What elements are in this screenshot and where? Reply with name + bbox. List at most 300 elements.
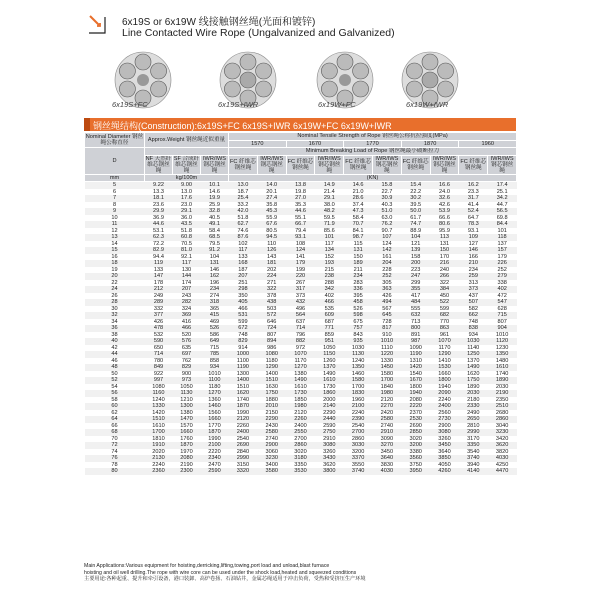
- table-cell: 104: [401, 234, 430, 241]
- table-cell: 472: [488, 293, 517, 300]
- table-cell: 807: [488, 319, 517, 326]
- table-cell: 522: [430, 299, 459, 306]
- table-cell: 2290: [315, 410, 344, 417]
- table-cell: 466: [229, 306, 258, 313]
- table-cell: 166: [459, 254, 488, 261]
- table-row: [85, 182, 517, 189]
- table-cell: 3620: [315, 462, 344, 469]
- table-cell: 3260: [315, 449, 344, 456]
- table-cell: 3940: [459, 462, 488, 469]
- table-cell: 338: [488, 280, 517, 287]
- table-cell: 384: [430, 286, 459, 293]
- table-cell: 50.0: [401, 208, 430, 215]
- diameter-cell: 62: [85, 410, 145, 417]
- table-cell: 1700: [373, 377, 402, 384]
- table-cell: 118: [488, 234, 517, 241]
- table-cell: 3060: [257, 449, 286, 456]
- table-cell: 162: [201, 273, 229, 280]
- table-cell: 19.9: [201, 195, 229, 202]
- table-cell: 19.8: [286, 189, 315, 196]
- table-cell: 757: [344, 325, 373, 332]
- table-cell: 1370: [459, 358, 488, 365]
- table-cell: 1240: [344, 358, 373, 365]
- table-cell: 3200: [401, 442, 430, 449]
- diameter-cell: 40: [85, 338, 145, 345]
- table-cell: 4250: [488, 462, 517, 469]
- table-cell: 318: [201, 299, 229, 306]
- table-cell: 15.8: [373, 182, 402, 189]
- table-cell: 58.4: [201, 228, 229, 235]
- table-cell: 415: [201, 312, 229, 319]
- diameter-cell: 74: [85, 449, 145, 456]
- table-cell: 252: [373, 273, 402, 280]
- table-cell: 1330: [145, 403, 173, 410]
- table-cell: 2690: [229, 442, 258, 449]
- table-cell: 402: [315, 293, 344, 300]
- title-english: Line Contacted Wire Rope (Ungalvanized and Galvanized): [122, 27, 395, 39]
- table-cell: 1610: [145, 423, 173, 430]
- table-cell: 51.8: [229, 215, 258, 222]
- table-cell: 210: [459, 260, 488, 267]
- table-cell: 1380: [286, 371, 315, 378]
- table-cell: 69.8: [488, 215, 517, 222]
- table-cell: 1940: [430, 384, 459, 391]
- table-cell: 113: [430, 234, 459, 241]
- table-cell: 20.1: [257, 189, 286, 196]
- table-cell: 2420: [373, 410, 402, 417]
- table-cell: 2470: [201, 462, 229, 469]
- table-cell: 567: [373, 306, 402, 313]
- table-cell: 3950: [401, 468, 430, 475]
- table-cell: 30.9: [373, 195, 402, 202]
- table-cell: 987: [401, 338, 430, 345]
- table-cell: 526: [344, 306, 373, 313]
- table-cell: 1890: [459, 384, 488, 391]
- table-cell: 133: [229, 254, 258, 261]
- table-cell: 1410: [430, 358, 459, 365]
- table-cell: 71.9: [315, 221, 344, 228]
- table-cell: 609: [315, 312, 344, 319]
- table-cell: 49.1: [201, 221, 229, 228]
- table-cell: 42.6: [430, 202, 459, 209]
- table-cell: 282: [173, 299, 201, 306]
- table-cell: 466: [173, 325, 201, 332]
- table-cell: 934: [459, 332, 488, 339]
- table-cell: 547: [488, 299, 517, 306]
- table-cell: 1630: [257, 384, 286, 391]
- table-cell: 52.4: [459, 208, 488, 215]
- table-cell: 35.3: [286, 202, 315, 209]
- rope-label: 6x19W+FC: [318, 100, 356, 109]
- table-cell: 1860: [315, 390, 344, 397]
- table-cell: 1230: [488, 345, 517, 352]
- title-chinese: 6x19S or 6x19W 线接触钢丝绳(光面和镀锌): [122, 17, 316, 28]
- table-cell: 2130: [145, 455, 173, 462]
- diameter-cell: 64: [85, 416, 145, 423]
- table-cell: 126: [257, 247, 286, 254]
- table-cell: 251: [229, 280, 258, 287]
- diameter-cell: 16: [85, 254, 145, 261]
- table-cell: 894: [257, 338, 286, 345]
- table-cell: 3560: [401, 455, 430, 462]
- table-cell: 496: [286, 306, 315, 313]
- table-cell: 24.0: [430, 189, 459, 196]
- table-cell: 93.1: [459, 228, 488, 235]
- table-cell: 2140: [315, 403, 344, 410]
- table-cell: 1990: [229, 410, 258, 417]
- table-cell: 40.5: [201, 215, 229, 222]
- table-cell: 714: [145, 351, 173, 358]
- table-cell: 44.6: [286, 208, 315, 215]
- table-cell: 1050: [173, 384, 201, 391]
- table-cell: 3820: [488, 449, 517, 456]
- table-cell: 4140: [459, 468, 488, 475]
- table-cell: 728: [373, 319, 402, 326]
- table-cell: 838: [459, 325, 488, 332]
- table-cell: 147: [145, 273, 173, 280]
- table-cell: 849: [145, 364, 173, 371]
- table-cell: 2860: [344, 436, 373, 443]
- table-cell: 1270: [201, 390, 229, 397]
- table-cell: 3320: [229, 468, 258, 475]
- load-col-header: IWR/IWS 钢芯钢丝绳: [315, 155, 344, 174]
- diameter-cell: 76: [85, 455, 145, 462]
- approx-weight-header: Approx.Weight 钢丝绳近似重量: [145, 133, 229, 148]
- table-cell: 2440: [315, 416, 344, 423]
- table-cell: 2120: [373, 397, 402, 404]
- diameter-cell: 14: [85, 241, 145, 248]
- table-cell: 590: [145, 338, 173, 345]
- table-cell: 53.1: [145, 228, 173, 235]
- diameter-cell: 46: [85, 358, 145, 365]
- table-cell: 79.5: [201, 241, 229, 248]
- diameter-cell: 38: [85, 332, 145, 339]
- table-cell: 2100: [344, 403, 373, 410]
- weight-col-header: NF 天然纤维芯钢丝绳: [145, 155, 172, 174]
- table-cell: 484: [401, 299, 430, 306]
- table-cell: 1660: [173, 429, 201, 436]
- table-cell: 531: [229, 312, 258, 319]
- table-cell: 1620: [459, 371, 488, 378]
- table-cell: 951: [315, 338, 344, 345]
- diameter-cell: 44: [85, 351, 145, 358]
- diameter-cell: 15: [85, 247, 145, 254]
- table-cell: 2220: [401, 403, 430, 410]
- table-cell: 1030: [459, 338, 488, 345]
- table-cell: 249: [145, 293, 173, 300]
- table-cell: 25.4: [229, 195, 258, 202]
- table-cell: 224: [257, 273, 286, 280]
- table-cell: 3350: [459, 442, 488, 449]
- table-cell: 402: [488, 286, 517, 293]
- table-cell: 1870: [173, 442, 201, 449]
- table-cell: 859: [315, 332, 344, 339]
- table-cell: 288: [315, 280, 344, 287]
- diameter-cell: 78: [85, 462, 145, 469]
- table-cell: 202: [257, 267, 286, 274]
- table-cell: 438: [257, 299, 286, 306]
- table-cell: 662: [459, 312, 488, 319]
- table-cell: 35.8: [257, 202, 286, 209]
- table-cell: 1180: [201, 384, 229, 391]
- diameter-cell: 9: [85, 208, 145, 215]
- table-cell: 2740: [257, 436, 286, 443]
- note-line: hoisting and oil well drilling.The rope with wire core can be used under the shock load,heated and squeezed conditions: [84, 569, 357, 576]
- table-cell: 16.6: [430, 182, 459, 189]
- table-cell: 1000: [229, 351, 258, 358]
- table-cell: 466: [315, 299, 344, 306]
- table-cell: 748: [459, 319, 488, 326]
- diameter-cell: 32: [85, 312, 145, 319]
- table-cell: 60.8: [173, 234, 201, 241]
- table-cell: 1610: [488, 364, 517, 371]
- table-cell: 220: [286, 273, 315, 280]
- table-cell: 1290: [257, 364, 286, 371]
- table-cell: 23.6: [145, 202, 173, 209]
- table-cell: 150: [344, 254, 373, 261]
- table-cell: 715: [488, 312, 517, 319]
- table-cell: 576: [173, 338, 201, 345]
- table-cell: 748: [229, 332, 258, 339]
- table-cell: 216: [430, 260, 459, 267]
- diameter-cell: 26: [85, 293, 145, 300]
- table-cell: 2910: [373, 429, 402, 436]
- table-cell: 127: [459, 241, 488, 248]
- table-cell: 1450: [373, 364, 402, 371]
- table-cell: 25.9: [201, 202, 229, 209]
- table-cell: 93.1: [286, 234, 315, 241]
- table-cell: 168: [229, 260, 258, 267]
- table-cell: 1800: [401, 384, 430, 391]
- table-cell: 332: [145, 306, 173, 313]
- table-cell: 599: [229, 319, 258, 326]
- table-cell: 378: [257, 293, 286, 300]
- table-cell: 17.6: [173, 195, 201, 202]
- table-cell: 350: [229, 293, 258, 300]
- table-cell: 829: [229, 338, 258, 345]
- table-cell: 204: [373, 260, 402, 267]
- table-cell: 187: [229, 267, 258, 274]
- table-cell: 62.7: [229, 221, 258, 228]
- table-cell: 598: [344, 312, 373, 319]
- table-cell: 144: [173, 273, 201, 280]
- diameter-cell: 42: [85, 345, 145, 352]
- table-cell: 84.4: [488, 221, 517, 228]
- table-cell: 157: [488, 247, 517, 254]
- table-cell: 637: [286, 319, 315, 326]
- table-cell: 355: [401, 286, 430, 293]
- table-cell: 62.3: [145, 234, 173, 241]
- table-cell: 133: [145, 267, 173, 274]
- table-cell: 14.6: [344, 182, 373, 189]
- weight-spacer: [145, 148, 229, 156]
- table-cell: 785: [201, 351, 229, 358]
- table-cell: 38.0: [315, 202, 344, 209]
- table-cell: 1870: [201, 429, 229, 436]
- table-cell: 2030: [488, 384, 517, 391]
- table-cell: 90.7: [373, 228, 402, 235]
- table-cell: 432: [286, 299, 315, 306]
- table-cell: 1750: [459, 377, 488, 384]
- table-cell: 2020: [145, 449, 173, 456]
- table-cell: 193: [315, 260, 344, 267]
- table-cell: 1300: [173, 403, 201, 410]
- table-cell: 2180: [459, 397, 488, 404]
- table-cell: 1240: [145, 397, 173, 404]
- table-cell: 143: [257, 254, 286, 261]
- table-cell: 1510: [229, 384, 258, 391]
- construction-banner-text: 钢丝绳结构(Construction):6x19S+FC 6x19S+IWR 6x19W+FC 6x19W+IWR: [93, 121, 392, 131]
- table-cell: 2590: [201, 468, 229, 475]
- table-cell: 87.6: [229, 234, 258, 241]
- table-cell: 572: [257, 312, 286, 319]
- table-cell: 3850: [430, 455, 459, 462]
- table-cell: 2750: [315, 429, 344, 436]
- table-cell: 1260: [315, 358, 344, 365]
- diameter-cell: 66: [85, 423, 145, 430]
- table-cell: 4260: [430, 468, 459, 475]
- table-cell: 67.6: [257, 221, 286, 228]
- table-cell: 70.5: [173, 241, 201, 248]
- table-cell: 1130: [173, 390, 201, 397]
- diameter-cell: 22: [85, 280, 145, 287]
- diameter-cell: 54: [85, 384, 145, 391]
- table-cell: 1180: [257, 358, 286, 365]
- table-cell: 922: [145, 371, 173, 378]
- table-cell: 3370: [344, 455, 373, 462]
- table-cell: 687: [315, 319, 344, 326]
- table-cell: 101: [488, 228, 517, 235]
- table-cell: 88.9: [401, 228, 430, 235]
- table-cell: 1560: [201, 410, 229, 417]
- table-cell: 1620: [229, 390, 258, 397]
- table-cell: 104: [201, 254, 229, 261]
- table-cell: 1170: [430, 345, 459, 352]
- table-cell: 1050: [315, 345, 344, 352]
- table-cell: 44.6: [145, 221, 173, 228]
- table-cell: 3830: [373, 462, 402, 469]
- diameter-cell: 11: [85, 221, 145, 228]
- table-cell: 1300: [229, 371, 258, 378]
- table-cell: 2850: [401, 429, 430, 436]
- table-cell: 174: [173, 280, 201, 287]
- tensile-strength-header: Nominal Tensile Strength of Rope 钢丝绳公称抗拉强度(MPa): [229, 133, 517, 141]
- rope-label: 6x19S+FC: [112, 100, 148, 109]
- table-cell: 1380: [173, 410, 201, 417]
- table-cell: 2740: [373, 423, 402, 430]
- table-cell: 1610: [315, 377, 344, 384]
- table-cell: 131: [201, 260, 229, 267]
- table-cell: 1910: [145, 442, 173, 449]
- table-cell: 131: [430, 241, 459, 248]
- table-cell: 1090: [401, 345, 430, 352]
- table-cell: 1270: [286, 364, 315, 371]
- table-cell: 64.7: [459, 215, 488, 222]
- table-cell: 1080: [257, 351, 286, 358]
- table-cell: 1100: [201, 377, 229, 384]
- table-cell: 1800: [430, 377, 459, 384]
- table-cell: 2150: [257, 410, 286, 417]
- table-cell: 2510: [488, 403, 517, 410]
- brand-logo: [88, 14, 106, 34]
- table-cell: 494: [373, 299, 402, 306]
- table-cell: 9.22: [145, 182, 173, 189]
- table-cell: 59.5: [315, 215, 344, 222]
- table-cell: 3430: [315, 455, 344, 462]
- table-cell: 36.9: [145, 215, 173, 222]
- table-cell: 215: [315, 267, 344, 274]
- table-cell: 17.4: [488, 182, 517, 189]
- table-cell: 3530: [286, 468, 315, 475]
- unit-load: (KN): [229, 174, 517, 182]
- table-cell: 108: [286, 241, 315, 248]
- table-cell: 109: [459, 234, 488, 241]
- table-cell: 342: [315, 286, 344, 293]
- table-cell: 807: [257, 332, 286, 339]
- table-cell: 234: [201, 286, 229, 293]
- diameter-cell: 56: [85, 390, 145, 397]
- table-cell: 416: [173, 319, 201, 326]
- table-cell: 13.0: [229, 182, 258, 189]
- table-cell: 18.1: [145, 195, 173, 202]
- table-cell: 234: [459, 267, 488, 274]
- table-cell: 207: [229, 273, 258, 280]
- diameter-cell: 70: [85, 436, 145, 443]
- diameter-cell: 50: [85, 371, 145, 378]
- table-cell: 2590: [315, 423, 344, 430]
- table-cell: 2540: [344, 423, 373, 430]
- table-cell: 317: [286, 286, 315, 293]
- table-cell: 1360: [201, 397, 229, 404]
- table-cell: 51.8: [173, 228, 201, 235]
- table-cell: 520: [173, 332, 201, 339]
- table-cell: 715: [201, 345, 229, 352]
- table-cell: 1470: [173, 416, 201, 423]
- table-cell: 1250: [459, 351, 488, 358]
- table-cell: 3080: [315, 442, 344, 449]
- table-cell: 1170: [286, 358, 315, 365]
- table-cell: 649: [201, 338, 229, 345]
- table-cell: 2700: [286, 436, 315, 443]
- table-cell: 117: [173, 260, 201, 267]
- diameter-cell: 10: [85, 215, 145, 222]
- table-cell: 817: [373, 325, 402, 332]
- table-cell: 37.4: [344, 202, 373, 209]
- table-cell: 2240: [145, 462, 173, 469]
- table-cell: 469: [201, 319, 229, 326]
- diameter-cell: 52: [85, 377, 145, 384]
- table-cell: 1530: [430, 364, 459, 371]
- diameter-cell: 7: [85, 195, 145, 202]
- table-cell: 3180: [286, 455, 315, 462]
- table-cell: 95.9: [430, 228, 459, 235]
- table-cell: 45.3: [257, 208, 286, 215]
- table-cell: 72.2: [145, 241, 173, 248]
- table-cell: 117: [315, 241, 344, 248]
- diameter-cell: 80: [85, 468, 145, 475]
- table-cell: 107: [373, 234, 402, 241]
- table-cell: 2680: [488, 410, 517, 417]
- diameter-cell: 28: [85, 299, 145, 306]
- table-cell: 18.7: [229, 189, 258, 196]
- table-cell: 564: [286, 312, 315, 319]
- table-cell: 891: [401, 332, 430, 339]
- table-cell: 646: [257, 319, 286, 326]
- table-cell: 13.0: [173, 189, 201, 196]
- table-cell: 882: [286, 338, 315, 345]
- table-cell: 2240: [430, 397, 459, 404]
- table-cell: 247: [401, 273, 430, 280]
